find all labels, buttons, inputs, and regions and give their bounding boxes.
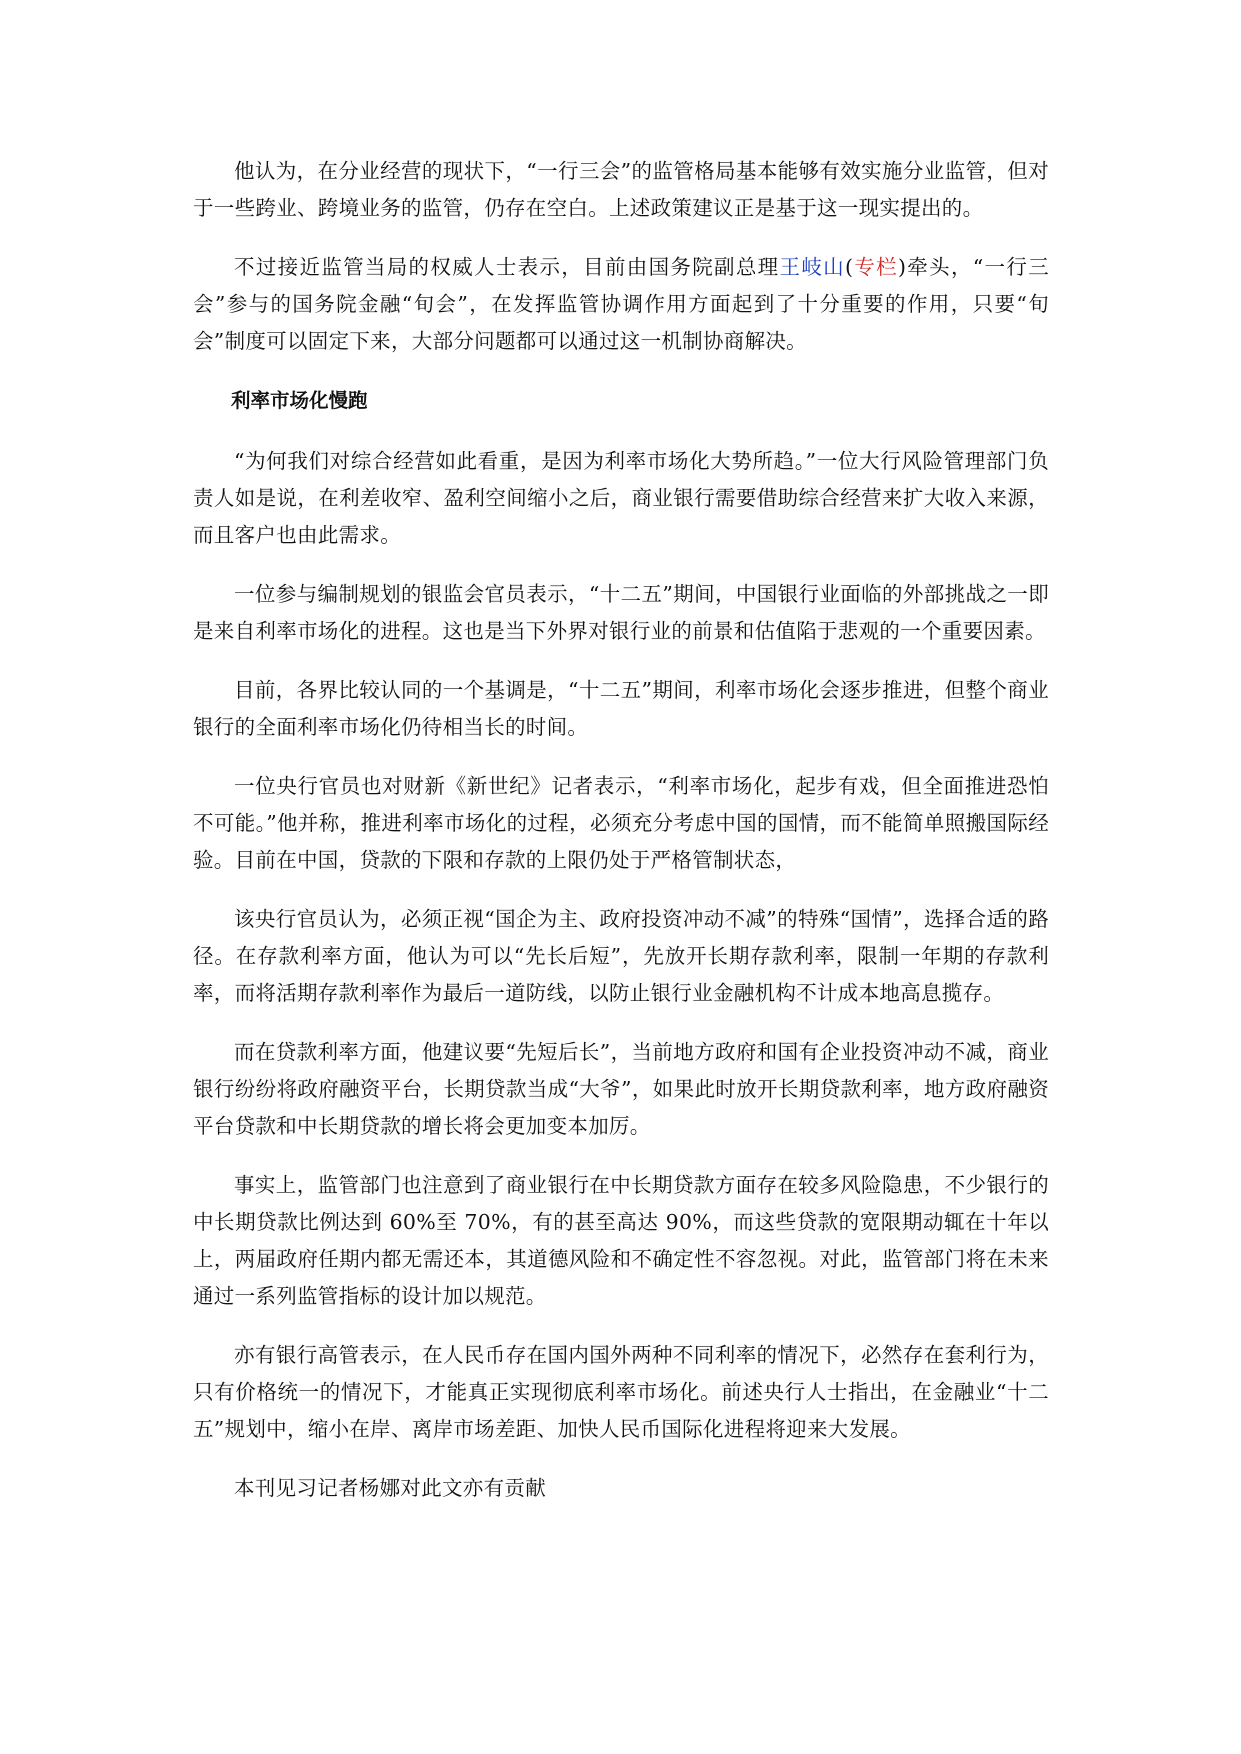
section-heading: 利率市场化慢跑 [231, 389, 368, 412]
paragraph-10: 亦有银行高管表示，在人民币存在国内国外两种不同利率的情况下，必然存在套利行为，只有价格统一的情况下，才能真正实现彻底利率市场化。前述央行人士指出，在金融业“十二五”规划中，缩小在岸、离岸市场差距、加快人民币国际化进程将迎来大发展。 [193, 1343, 1049, 1441]
article-body [193, 153, 1049, 1529]
paragraph-7: 该央行官员认为，必须正视“国企为主、政府投资冲动不减”的特殊“国情”，选择合适的路径。在存款利率方面，他认为可以“先长后短”，先放开长期存款利率，限制一年期的存款利率，而将活期存款利率作为最后一道防线，以防止银行业金融机构不计成本地高息揽存。 [193, 907, 1049, 1005]
column-link[interactable]: 专栏 [853, 255, 898, 279]
paragraph-2-text-before: 不过接近监管当局的权威人士表示，目前由国务院副总理 [234, 255, 780, 279]
paragraph-5: 目前，各界比较认同的一个基调是，“十二五”期间，利率市场化会逐步推进，但整个商业银行的全面利率市场化仍待相当长的时间。 [193, 678, 1049, 739]
contributor-note: 本刊见习记者杨娜对此文亦有贡献 [234, 1476, 546, 1500]
paragraph-9: 事实上，监管部门也注意到了商业银行在中长期贷款方面存在较多风险隐患，不少银行的中长期贷款比例达到 60%至 70%，有的甚至高达 90%，而这些贷款的宽限期动辄在十年以上，两届政府任期内都无需还本，其道德风险和不确定性不容忽视。对此，监管部门将在未来通过一系列监管指标的设计加以规范。 [193, 1173, 1049, 1308]
paragraph-2 [193, 249, 1049, 360]
paren-close: ) [897, 255, 907, 279]
paragraph-1: 他认为，在分业经营的现状下，“一行三会”的监管格局基本能够有效实施分业监管，但对于一些跨业、跨境业务的监管，仍存在空白。上述政策建议正是基于这一现实提出的。 [193, 159, 1049, 220]
person-link-wang-qishan[interactable]: 王岐山 [779, 255, 845, 279]
paren-open: ( [844, 255, 854, 279]
paragraph-4: 一位参与编制规划的银监会官员表示，“十二五”期间，中国银行业面临的外部挑战之一即是来自利率市场化的进程。这也是当下外界对银行业的前景和估值陷于悲观的一个重要因素。 [193, 582, 1049, 643]
paragraph-3: “为何我们对综合经营如此看重，是因为利率市场化大势所趋。”一位大行风险管理部门负责人如是说，在利差收窄、盈利空间缩小之后，商业银行需要借助综合经营来扩大收入来源，而且客户也由此需求。 [193, 449, 1049, 547]
paragraph-8: 而在贷款利率方面，他建议要“先短后长”，当前地方政府和国有企业投资冲动不减，商业银行纷纷将政府融资平台，长期贷款当成“大爷”，如果此时放开长期贷款利率，地方政府融资平台贷款和中长期贷款的增长将会更加变本加厉。 [193, 1040, 1049, 1138]
paragraph-2-text-after: 牵头，“一行三会”参与的国务院金融“旬会”，在发挥监管协调作用方面起到了十分重要的作用，只要“旬会”制度可以固定下来，大部分问题都可以通过这一机制协商解决。 [193, 255, 1050, 353]
paragraph-6: 一位央行官员也对财新《新世纪》记者表示，“利率市场化，起步有戏，但全面推进恐怕不可能。”他并称，推进利率市场化的过程，必须充分考虑中国的国情，而不能简单照搬国际经验。目前在中国，贷款的下限和存款的上限仍处于严格管制状态， [193, 774, 1049, 872]
